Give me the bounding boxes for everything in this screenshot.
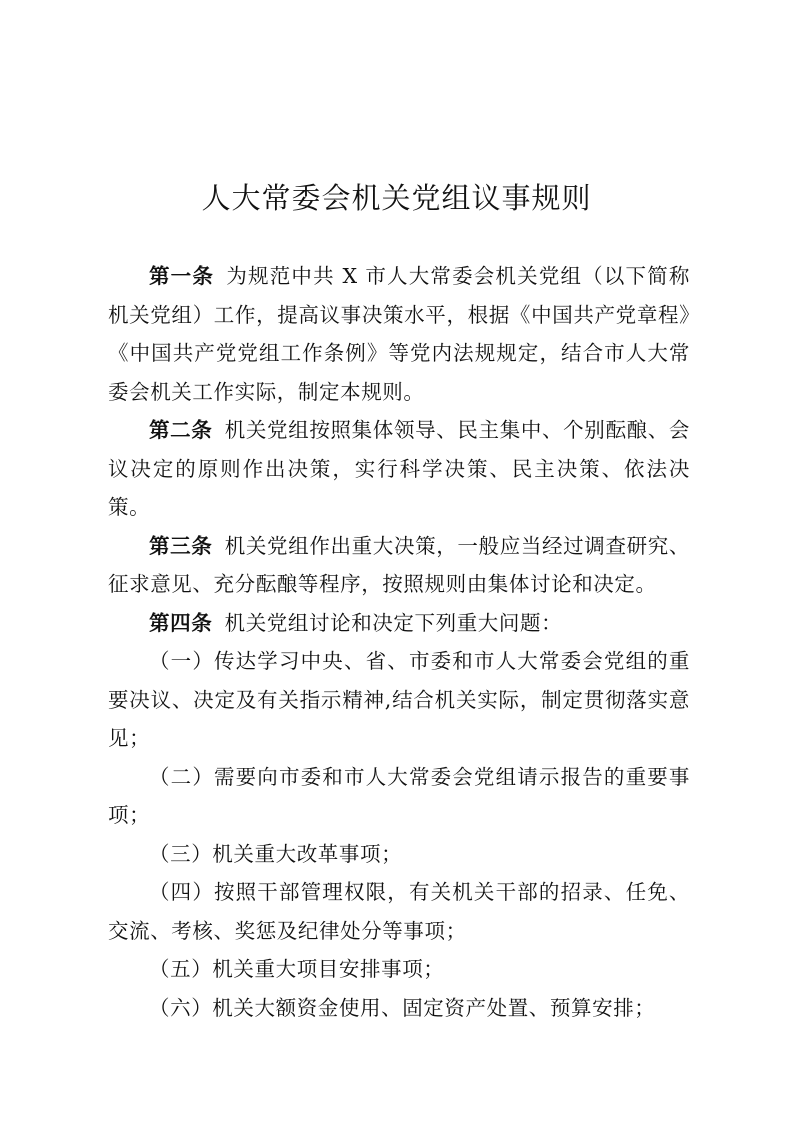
article-label: 第三条 xyxy=(149,533,213,558)
article-text: 机关党组按照集体领导、民主集中、个别酝酿、会议决定的原则作出决策，实行科学决策、民主决策、依法决策。 xyxy=(108,418,690,519)
article-label: 第一条 xyxy=(149,264,215,288)
article-4 xyxy=(108,604,690,643)
list-item-6: （六）机关大额资金使用、固定资产处置、预算安排； xyxy=(149,995,656,1020)
article-text: 为规范中共 X 市人大常委会机关党组（以下简称机关党组）工作，提高议事决策水平，根据《中国共产党章程》《中国共产党党组工作条例》等党内法规规定，结合市人大常委会机关工作实际，制定本规则。 xyxy=(108,264,690,404)
list-item-1: （一）传达学习中央、省、市委和市人大常委会党组的重要决议、决定及有关指示精神,结合机关实际，制定贯彻落实意见； xyxy=(108,649,690,750)
article-text: 机关党组讨论和决定下列重大问题： xyxy=(224,610,563,635)
article-2 xyxy=(108,411,690,527)
document-body xyxy=(108,257,690,1027)
list-item-5: （五）机关重大项目安排事项； xyxy=(149,957,445,981)
list-item-3: （三）机关重大改革事项； xyxy=(149,841,403,866)
article-text: 机关党组作出重大决策，一般应当经过调查研究、征求意见、充分酝酿等程序，按照规则由集体讨论和决定。 xyxy=(108,533,690,596)
article-3 xyxy=(108,527,690,604)
article-label: 第四条 xyxy=(149,610,213,635)
article-1 xyxy=(108,257,690,411)
document-title: 人大常委会机关党组议事规则 xyxy=(201,181,592,215)
article-label: 第二条 xyxy=(149,418,213,442)
list-item-2: （二）需要向市委和市人大常委会党组请示报告的重要事项； xyxy=(108,764,690,827)
list-item-4: （四）按照干部管理权限，有关机关干部的招录、任免、交流、考核、奖惩及纪律处分等事项； xyxy=(108,880,690,943)
